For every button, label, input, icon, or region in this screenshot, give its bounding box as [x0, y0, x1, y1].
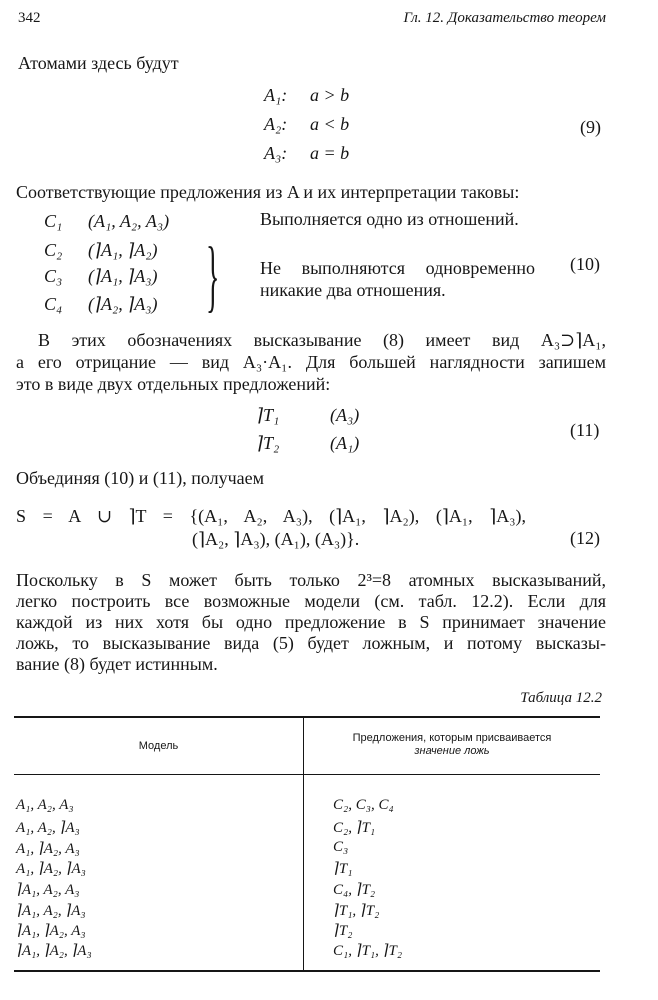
table-cell-model: ⌉A₁, ⌉A₂, A₃ — [16, 923, 86, 939]
atom-relation: a > b — [310, 85, 350, 105]
equation-number-10: (10) — [570, 254, 600, 274]
clause-interpretation-2-line2: никакие два отношения. — [260, 280, 446, 300]
table-caption: Таблица 12.2 — [520, 690, 602, 706]
eq11-content: (A₃) — [330, 405, 360, 425]
table-cell-model: A₁, A₂, ⌉A₃ — [16, 820, 80, 836]
eq12-line-2: (⌉A₂, ⌉A₃), (A₁), (A₃)}. — [192, 529, 360, 549]
atom-label: A₂: — [264, 114, 288, 134]
paragraph-2-line-5: вание (8) будет истинным. — [16, 654, 218, 674]
table-cell-model: ⌉A₁, A₂, A₃ — [16, 882, 80, 898]
clause-content: (⌉A₂, ⌉A₃) — [88, 294, 158, 314]
eq11-name: ⌉T₂ — [256, 433, 280, 453]
right-brace-icon: } — [206, 232, 220, 320]
paragraph-2-line-4: ложь, то высказывание вида (5) будет ложным, и потому высказы- — [16, 633, 606, 653]
clause-content: (⌉A₁, ⌉A₃) — [88, 266, 158, 286]
atom-label: A₁: — [264, 85, 288, 105]
table-cell-model: ⌉A₁, A₂, ⌉A₃ — [16, 903, 86, 919]
table-cell-clauses: C₂, C₃, C₄ — [333, 797, 394, 813]
clause-content: (⌉A₁, ⌉A₂) — [88, 240, 158, 260]
clause-interpretation-2-line1: Не выполняются одновременно — [260, 258, 535, 278]
table-cell-clauses: C₂, ⌉T₁ — [333, 820, 376, 836]
eq11-name: ⌉T₁ — [256, 405, 280, 425]
clause-name: C₁ — [44, 211, 63, 231]
paragraph-2-line-2: легко построить все возможные модели (см. табл. 12.2). Если для — [16, 591, 606, 611]
paragraph-1-line-2: а его отрицание — вид A₃·A₁. Для большей наглядности запишем — [16, 352, 606, 372]
paragraph-1-line-3: это в виде двух отдельных предложений: — [16, 374, 331, 394]
equation-number-12: (12) — [570, 528, 600, 548]
paragraph-2-line-1: Поскольку в S может быть только 2³=8 атомных высказываний, — [16, 570, 606, 590]
eq12-line-1: S = A ∪ ⌉T = {(A₁, A₂, A₃), (⌉A₁, ⌉A₂), (⌉A₁, ⌉A₃), — [16, 506, 526, 526]
table-cell-clauses: ⌉T₂ — [333, 923, 353, 939]
atom-label: A₃: — [264, 143, 288, 163]
intro-line: Атомами здесь будут — [18, 53, 179, 73]
table-cell-clauses: C₄, ⌉T₂ — [333, 882, 376, 898]
table-cell-model: ⌉A₁, ⌉A₂, ⌉A₃ — [16, 943, 92, 959]
table-cell-clauses: ⌉T₁ — [333, 861, 353, 877]
table-cell-model: A₁, ⌉A₂, A₃ — [16, 841, 80, 857]
clause-name: C₃ — [44, 266, 63, 286]
clause-interpretation-1: Выполняется одно из отношений. — [260, 209, 519, 229]
table-header-clauses-line1: Предложения, которым присваивается — [352, 732, 552, 744]
table-header-clauses-line2: значение ложь — [414, 745, 490, 757]
paragraph-2-line-3: каждой из них хотя бы одно предложение в S принимает значение — [16, 612, 606, 632]
atom-relation: a < b — [310, 114, 350, 134]
clause-content: (A₁, A₂, A₃) — [88, 211, 170, 231]
table-cell-clauses: ⌉T₁, ⌉T₂ — [333, 903, 380, 919]
table-header-model: Модель — [138, 740, 179, 752]
page-number: 342 — [18, 10, 41, 26]
equation-number-9: (9) — [580, 117, 601, 137]
table-cell-model: A₁, ⌉A₂, ⌉A₃ — [16, 861, 86, 877]
clause-name: C₂ — [44, 240, 63, 260]
equation-number-11: (11) — [570, 420, 600, 440]
table-cell-clauses: C₁, ⌉T₁, ⌉T₂ — [333, 943, 403, 959]
table-bottom-rule — [14, 970, 600, 972]
paragraph-1-line-1: В этих обозначениях высказывание (8) имеет вид A₃⊃⌉A₁, — [38, 330, 606, 350]
table-cell-model: A₁, A₂, A₃ — [16, 797, 74, 813]
combine-line: Объединяя (10) и (11), получаем — [16, 468, 264, 488]
running-head: Гл. 12. Доказательство теорем — [403, 10, 606, 26]
atom-relation: a = b — [310, 143, 350, 163]
table-cell-clauses: C₃ — [333, 839, 349, 855]
table-top-rule — [14, 716, 600, 718]
eq11-content: (A₁) — [330, 433, 360, 453]
clause-name: C₄ — [44, 294, 63, 314]
table-header-rule — [14, 774, 600, 775]
sentences-intro: Соответствующие предложения из A и их интерпретации таковы: — [16, 182, 520, 202]
